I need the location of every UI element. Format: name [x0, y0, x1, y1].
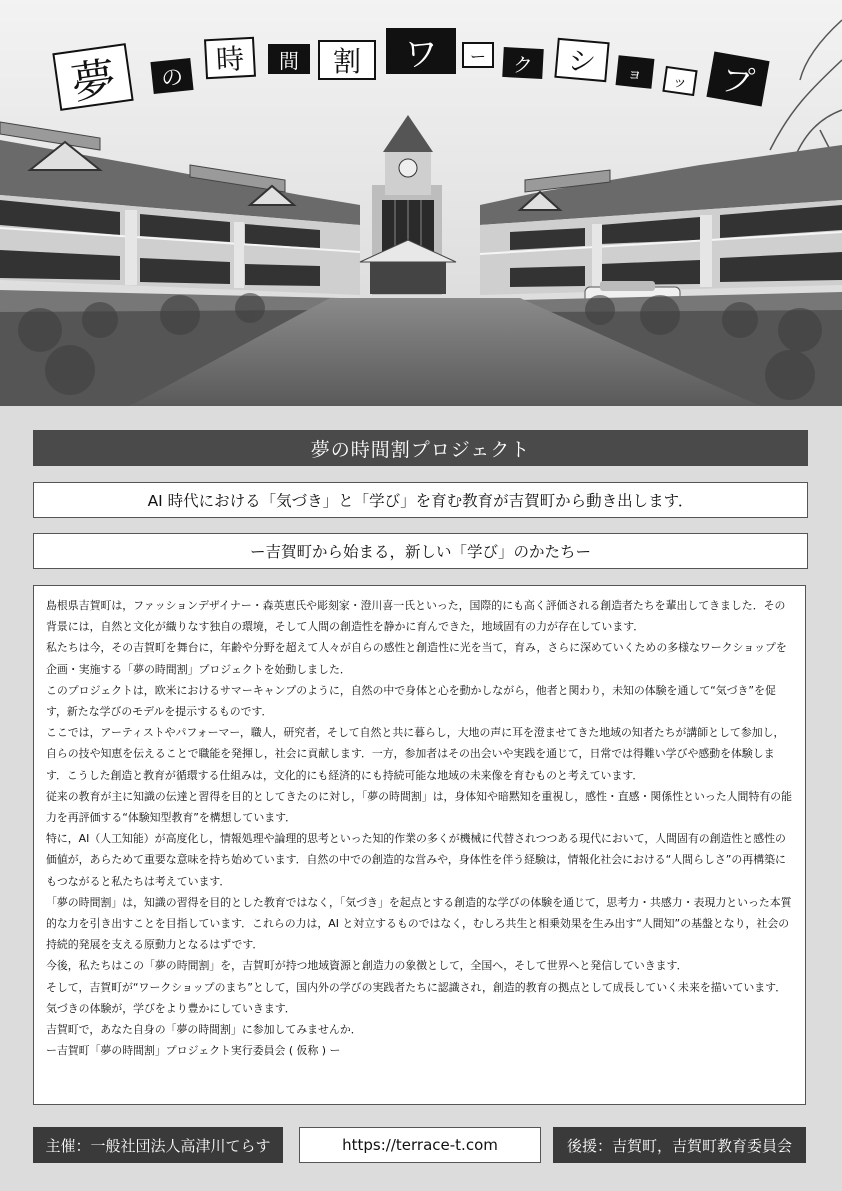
title-tile-6: ワ	[386, 28, 456, 74]
title-tile-8: ク	[502, 47, 544, 79]
paragraph: 私たちは今，その吉賀町を舞台に，年齢や分野を超えて人々が自らの感性と創造性に光を当て，育み，さらに深めていくための多様なワークショップを企画・実施する「夢の時間割」プロジェクトを始動しました．	[46, 641, 787, 676]
support-label: 後援：吉賀町，吉賀町教育委員会	[553, 1127, 806, 1163]
paragraph: 気づきの体験が，学びをより豊かにしていきます．	[46, 1001, 296, 1015]
title-tile-7: ー	[462, 42, 494, 68]
title-tile-11: ッ	[662, 66, 697, 96]
subtitle: ー吉賀町から始まる，新しい「学び」のかたちー	[33, 533, 808, 569]
paragraph: このプロジェクトは，欧米におけるサマーキャンプのように，自然の中で身体と心を動かしながら，他者と関わり，未知の体験を通して“気づき”を促す，新たな学びのモデルを提示するものです．	[46, 683, 776, 719]
paragraph: 島根県吉賀町は，ファッションデザイナー・森英恵氏や彫刻家・澄川喜一氏といった，国際的にも高く評価される創造者たちを輩出してきました．その背景には，自然と文化が織りなす独自の環境，そして人間の創造性を静かに育んできた，地域固有の力が存在しています．	[46, 599, 786, 634]
body-text	[33, 585, 806, 1105]
title-tile-5: 割	[318, 40, 376, 80]
title-tile-4: 間	[268, 44, 310, 74]
organizer-label: 主催：一般社団法人高津川てらす	[33, 1127, 283, 1163]
paragraph: 特に，AI（人工知能）が高度化し，情報処理や論理的思考といった知的作業の多くが機械に代替されつつある現代において，人間固有の創造性と感性の価値が，あらためて重要な意味を持ち始めています．自然の中での創造的な営みや，身体性を伴う経験は，情報化社会における“人間らしさ”の再構築にもつながると私たちは考えています．	[46, 832, 786, 888]
paragraph: 従来の教育が主に知識の伝達と習得を目的としてきたのに対し，「夢の時間割」は，身体知や暗黙知を重視し，感性・直感・関係性といった人間特有の能力を再評価する“体験知型教育”を構想しています．	[46, 789, 793, 825]
paragraph: 吉賀町で，あなた自身の「夢の時間割」に参加してみませんか．	[46, 1023, 362, 1037]
title-tile-3: 時	[204, 37, 256, 80]
website-link[interactable]: https://terrace-t.com	[299, 1127, 541, 1163]
title-tile-1: 夢	[52, 43, 133, 111]
title-tile-12: プ	[706, 51, 769, 106]
title-tile-10: ョ	[616, 55, 655, 89]
paragraph: そして，吉賀町が“ワークショップのまち”として，国内外の学びの実践者たちに認識され，創造的教育の拠点として成長していく未来を描いています．	[46, 980, 787, 994]
signature-line: ー吉賀町「夢の時間割」プロジェクト実行委員会 ( 仮称 ) ー	[46, 1044, 341, 1058]
paragraph: 今後，私たちはこの「夢の時間割」を，吉賀町が持つ地域資源と創造力の象徴として，全国へ，そして世界へと発信していきます．	[46, 959, 688, 973]
paragraph: ここでは，アーティストやパフォーマー，職人，研究者，そして自然と共に暮らし，大地の声に耳を澄ませてきた地域の知者たちが講師として参加し，自らの技や知恵を伝えることで職能を発揮し，社会に貢献します．一方，参加者はその出会いや実践を通じて，日常では得難い学びや感動を体験します．こうした創造と教育が循環する仕組みは，文化的にも経済的にも持続可能な地域の未来像を育むものと考えています．	[46, 726, 785, 782]
tagline: AI 時代における「気づき」と「学び」を育む教育が吉賀町から動き出します．	[33, 482, 808, 518]
paragraph: 「夢の時間割」は，知識の習得を目的とした教育ではなく，「気づき」を起点とする創造的な学びの体験を通じて，思考力・共感力・表現力といった本質的な力を引き出すことを目指しています．これらの力は，AI と対立するものではなく，むしろ共生と相乗効果を生み出す“人間知”の基盤となり，社会の持続的発展を支える原動力となるはずです．	[46, 895, 792, 952]
title-tile-2: の	[150, 58, 193, 94]
title-tile-9: シ	[554, 38, 609, 82]
project-title: 夢の時間割プロジェクト	[33, 430, 808, 466]
hero-photo	[0, 0, 842, 406]
